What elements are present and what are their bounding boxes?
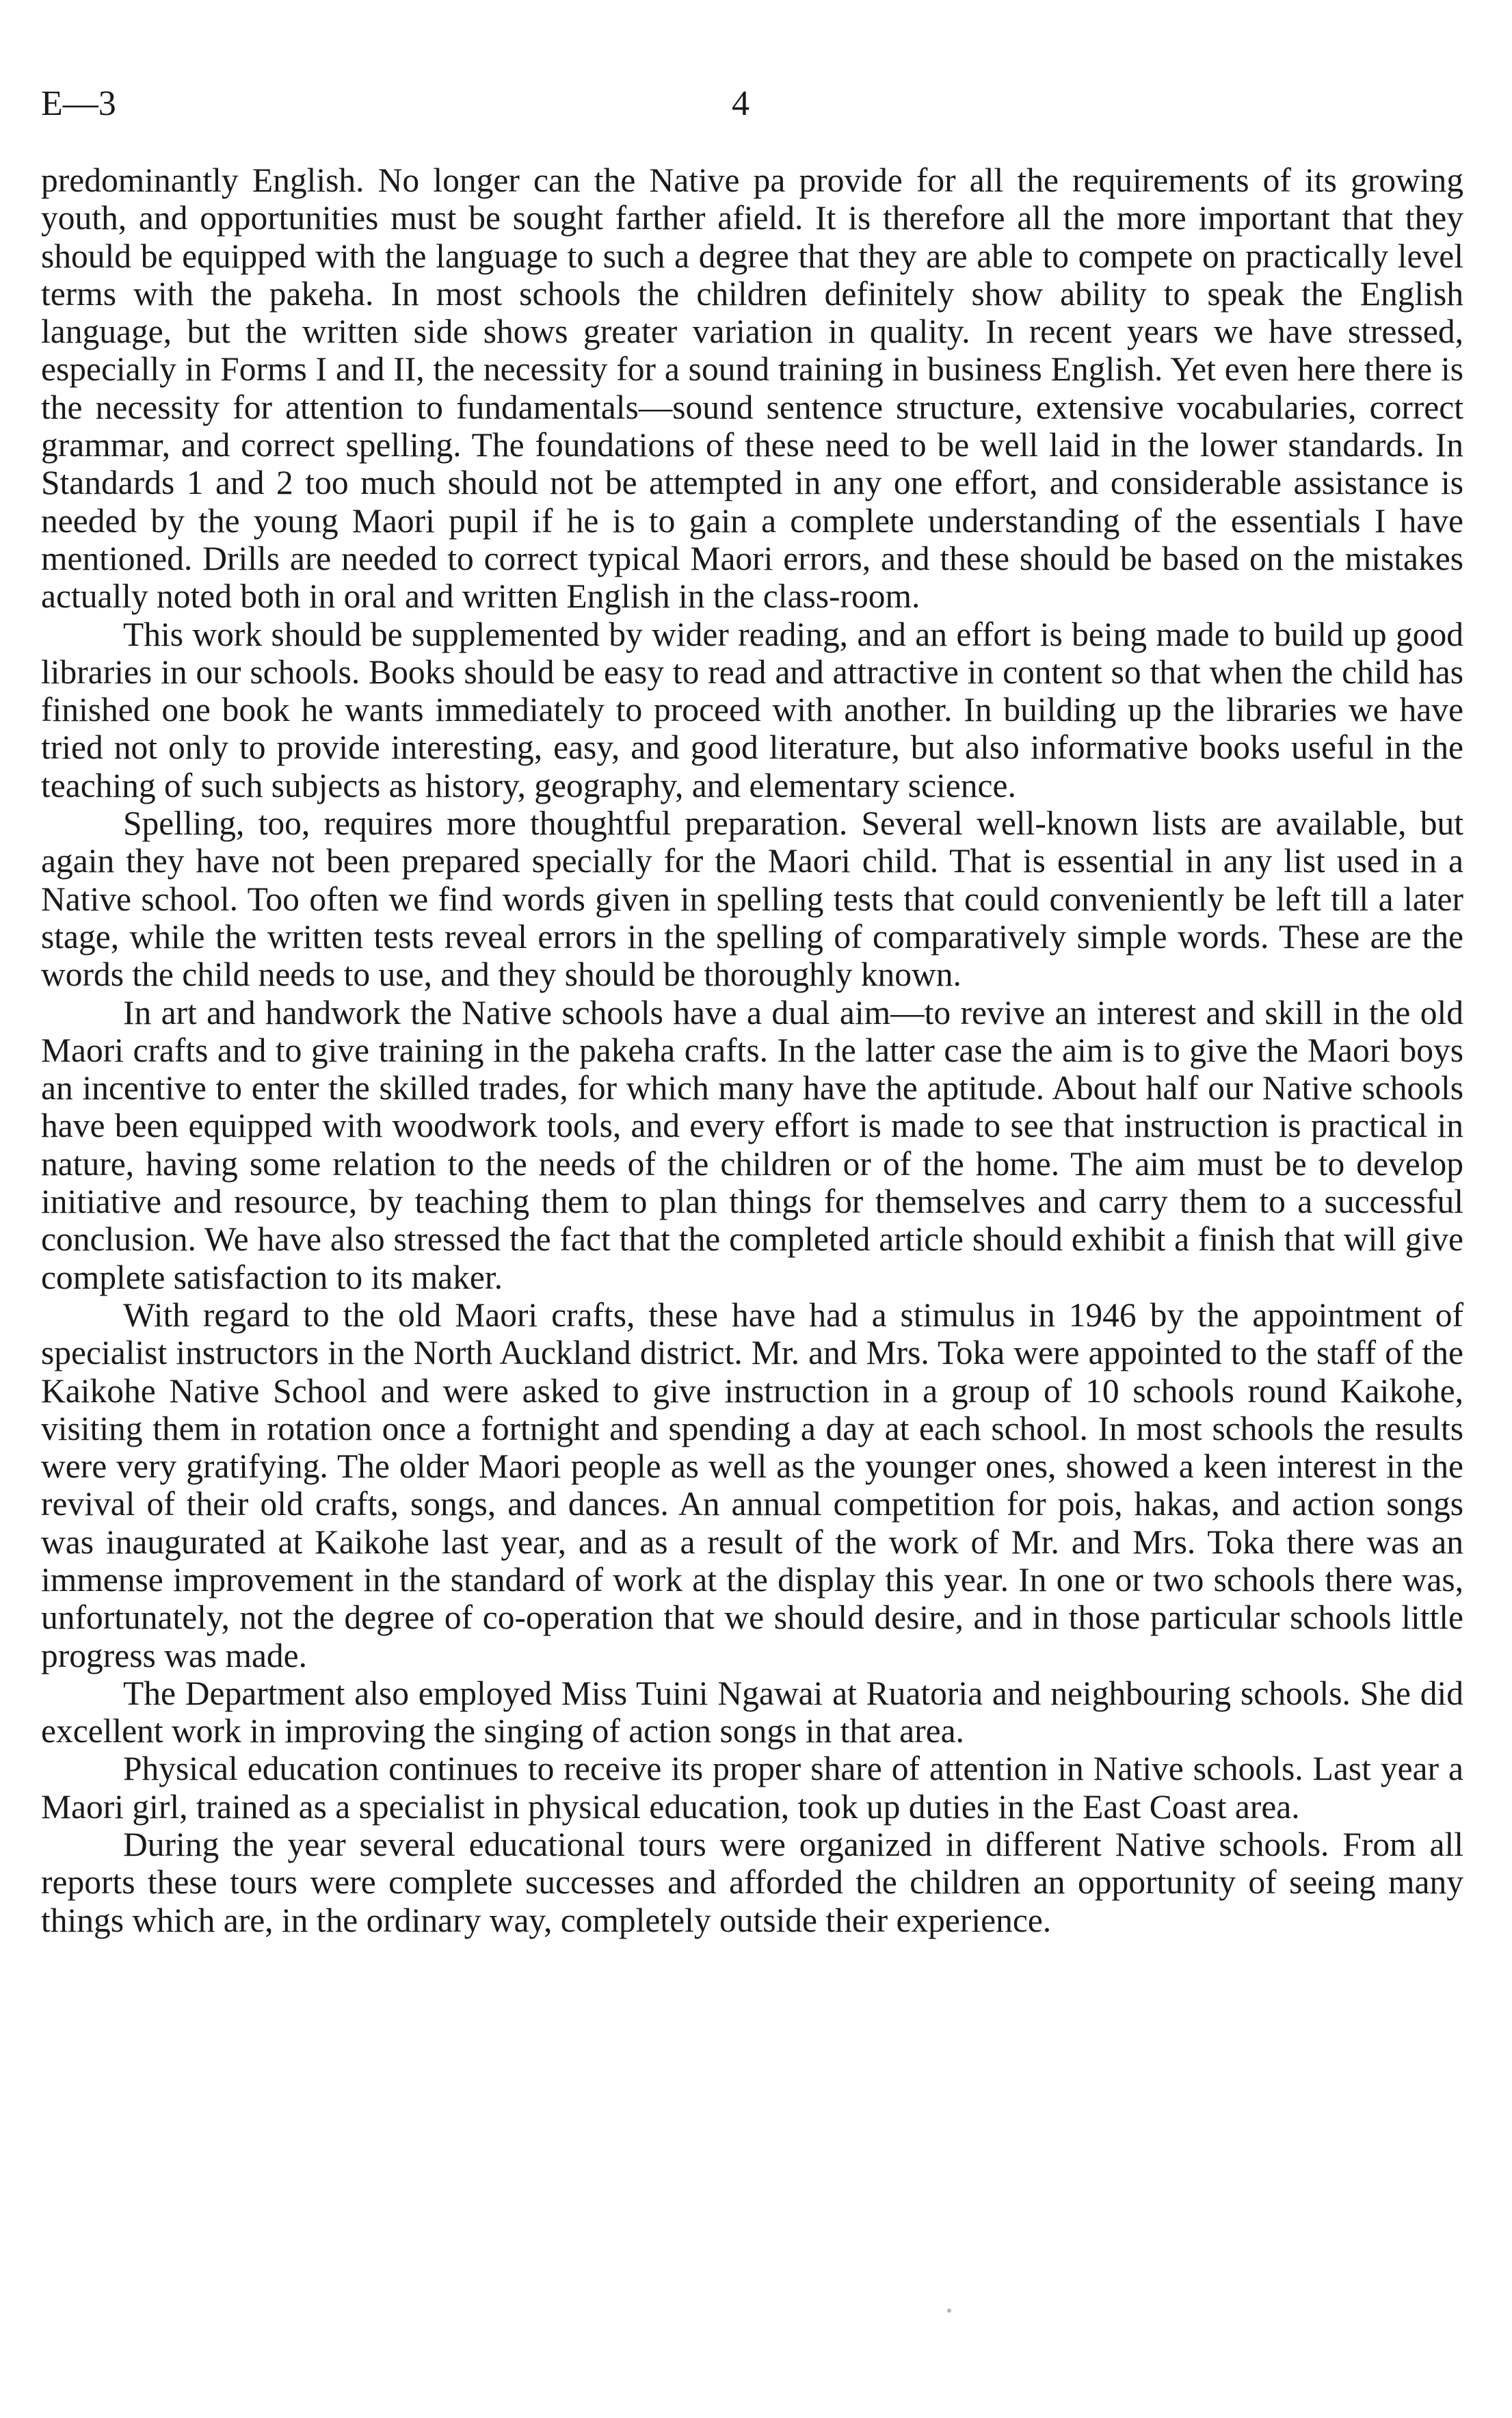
page-header: [41, 77, 1463, 131]
paragraph-art-handwork: In art and handwork the Native schools have a dual aim—to revive an interest and skill in the old Maori crafts and to give training in the pakeha crafts. In the latter case the aim is to give the Maori boys an incentive to enter the skilled trades, for which many have the aptitude. About half our Native schools have been equipped with woodwork tools, and every effort is made to see that instruction is practical in nature, having some relation to the needs of the children or of the home. The aim must be to develop initiative and resource, by teaching them to plan things for themselves and carry them to a successful conclusion. We have also stressed the fact that the completed article should exhibit a finish that will give complete satisfaction to its maker.: [41, 993, 1463, 1296]
paragraph-action-songs: The Department also employed Miss Tuini Ngawai at Ruatoria and neighbouring schools. She did excellent work in improving the singing of action songs in that area.: [41, 1674, 1463, 1750]
paragraph-english-teaching: predominantly English. No longer can the Native pa provide for all the requirements of its growing youth, and opportunities must be sought farther afield. It is therefore all the more important that they should be equipped with the language to such a degree that they are able to compete on practically level terms with the pakeha. In most schools the children definitely show ability to speak the English language, but the written side shows greater variation in quality. In recent years we have stressed, especially in Forms I and II, the necessity for a sound training in business English. Yet even here there is the necessity for attention to fundamentals—sound sentence structure, extensive vocabularies, correct grammar, and correct spelling. The foundations of these need to be well laid in the lower standards. In Standards 1 and 2 too much should not be attempted in any one effort, and considerable assistance is needed by the young Maori pupil if he is to gain a complete understanding of the essentials I have mentioned. Drills are needed to correct typical Maori errors, and these should be based on the mistakes actually noted both in oral and written English in the class-room.: [41, 161, 1463, 616]
paragraph-libraries: This work should be supplemented by wider reading, and an effort is being made to build up good libraries in our schools. Books should be easy to read and attractive in content so that when the child has finished one book he wants immediately to proceed with another. In building up the libraries we have tried not only to provide interesting, easy, and good literature, but also informative books useful in the teaching of such subjects as history, geography, and elementary science.: [41, 615, 1463, 804]
paragraph-spelling: Spelling, too, requires more thoughtful preparation. Several well-known lists are available, but again they have not been prepared specially for the Maori child. That is essential in any list used in a Native school. Too often we find words given in spelling tests that could conveniently be left till a later stage, while the written tests reveal errors in the spelling of comparatively simple words. These are the words the child needs to use, and they should be thoroughly known.: [41, 804, 1463, 994]
paragraph-educational-tours: During the year several educational tours were organized in different Native schools. From all reports these tours were complete successes and afforded the children an opportunity of seeing many things which are, in the ordinary way, completely outside their experience.: [41, 1826, 1463, 1939]
page-number: 4: [732, 84, 750, 123]
paragraph-physical-education: Physical education continues to receive its proper share of attention in Native schools. Last year a Maori girl, trained as a specialist in physical education, took up duties in the East Coast area.: [41, 1750, 1463, 1826]
scan-speck: [947, 2309, 951, 2313]
body-text: [41, 161, 1463, 1939]
report-reference: E—3: [41, 84, 116, 123]
paragraph-maori-crafts: With regard to the old Maori crafts, these have had a stimulus in 1946 by the appointment of specialist instructors in the North Auckland district. Mr. and Mrs. Toka were appointed to the staff of the Kaikohe Native School and were asked to give instruction in a group of 10 schools round Kaikohe, visiting them in rotation once a fortnight and spending a day at each school. In most schools the results were very gratifying. The older Maori people as well as the younger ones, showed a keen interest in the revival of their old crafts, songs, and dances. An annual competition for pois, hakas, and action songs was inaugurated at Kaikohe last year, and as a result of the work of Mr. and Mrs. Toka there was an immense improvement in the standard of work at the display this year. In one or two schools there was, unfortunately, not the degree of co-operation that we should desire, and in those particular schools little progress was made.: [41, 1296, 1463, 1674]
